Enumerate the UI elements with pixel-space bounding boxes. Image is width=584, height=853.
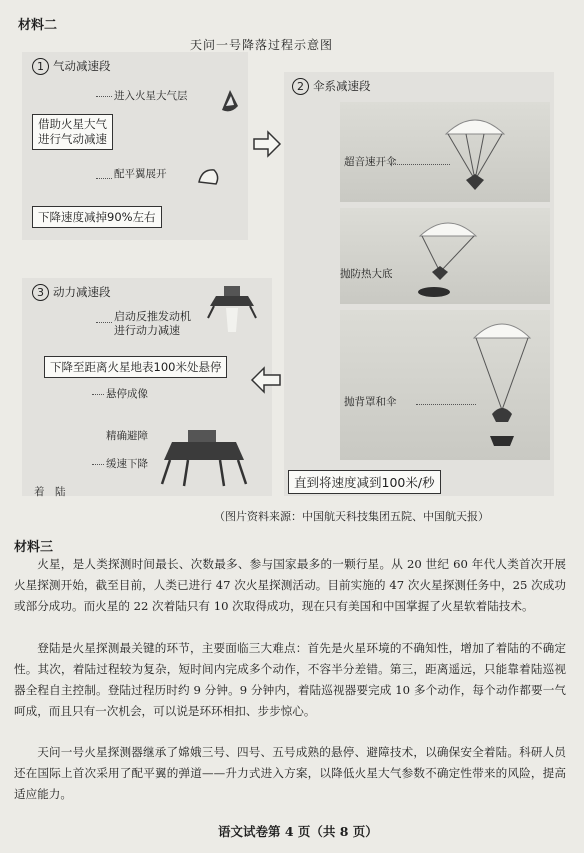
leader-line xyxy=(92,394,104,395)
leader-line xyxy=(96,178,112,179)
leader-line xyxy=(92,464,104,465)
leader-line xyxy=(390,164,450,165)
obstacle-avoid-label: 精确避障 xyxy=(106,430,148,442)
paragraph-3: 天问一号火星探测器继承了嫦娥三号、四号、五号成熟的悬停、避障技术，以确保安全着陆。科研人员还在国际上首次采用了配平翼的弹道——升力式进入方案，以降低火星大气参数不确定性带来的风险，提高适应能力。 xyxy=(14,745,566,801)
heat-shield-drop-photo xyxy=(340,208,550,304)
stage-1-panel xyxy=(22,52,248,240)
section-3-label: 材料三 xyxy=(14,540,54,555)
stage-1-heading xyxy=(32,58,111,75)
stage-3-number: 3 xyxy=(32,284,49,301)
stage-2-name: 伞系减速段 xyxy=(313,79,371,93)
parachute-icon xyxy=(466,314,536,454)
stage-2-heading xyxy=(292,78,371,95)
aero-brake-line-1: 借助火星大气 xyxy=(38,117,107,131)
parachute-open-photo xyxy=(340,102,550,202)
leader-line xyxy=(96,322,112,323)
chute-open-label: 超音速开伞 xyxy=(344,156,397,168)
arrow-right-icon xyxy=(252,130,282,158)
aero-brake-box xyxy=(32,114,113,150)
stage-1-number: 1 xyxy=(32,58,49,75)
engine-line-1: 启动反推发动机 xyxy=(114,310,191,323)
drop-shield-label: 抛防热大底 xyxy=(340,268,393,280)
hover-imaging-label: 悬停成像 xyxy=(106,388,148,400)
capsule-entry-icon xyxy=(218,88,242,114)
lander-firing-icon xyxy=(202,278,262,334)
stage-3-name: 动力减速段 xyxy=(53,285,111,299)
figure-title: 天问一号降落过程示意图 xyxy=(190,38,334,52)
parachute-icon xyxy=(404,214,484,300)
page-footer: 语文试卷第 4 页（共 8 页） xyxy=(218,824,378,839)
engine-line-2: 进行动力减速 xyxy=(114,324,180,337)
stage-1-result-box: 下降速度减掉90%左右 xyxy=(32,206,162,228)
capsule-trim-icon xyxy=(196,166,222,188)
stage-3-hover-box: 下降至距离火星地表100米处悬停 xyxy=(44,356,227,378)
leader-line xyxy=(416,404,476,405)
aero-brake-line-2: 进行气动减速 xyxy=(38,132,107,146)
stage-3-panel xyxy=(22,278,272,496)
arrow-left-icon xyxy=(250,366,282,394)
paragraph-2: 登陆是火星探测最关键的环节，主要面临三大难点：首先是火星环境的不确知性，增加了着陆的不确定性。其次，着陆过程较为复杂，短时间内完成多个动作，不容半分差错。第三，距离遥远，只能靠着陆巡视器全程自主控制。登陆过程历时约 9 分钟。9 分钟内，着陆巡视器要完成 10 多个动作，每个动作都要一气呵成，而且只有一次机会，可以说是环环相扣、步步惊心。 xyxy=(14,641,566,718)
figure-source: （图片资料来源：中国航天科技集团五院、中国航天报） xyxy=(214,510,489,523)
section-2-label: 材料二 xyxy=(18,18,58,33)
engine-label xyxy=(114,310,191,338)
stage-1-name: 气动减速段 xyxy=(53,59,111,73)
drop-back-label: 抛背罩和伞 xyxy=(344,396,397,408)
lander-icon xyxy=(158,424,250,494)
stage-2-result-box: 直到将速度减到100米/秒 xyxy=(288,470,441,494)
stage-3-heading xyxy=(32,284,111,301)
landing-label: 着 陆 xyxy=(34,486,66,498)
backshell-drop-photo xyxy=(340,310,550,460)
stage-2-number: 2 xyxy=(292,78,309,95)
stage-2-panel xyxy=(284,72,554,496)
parachute-icon xyxy=(440,110,510,192)
leader-line xyxy=(96,96,112,97)
trim-wing-label: 配平翼展开 xyxy=(114,168,167,180)
enter-atmosphere-label: 进入火星大气层 xyxy=(114,90,188,102)
slow-descent-label: 缓速下降 xyxy=(106,458,148,470)
paragraph-1: 火星，是人类探测时间最长、次数最多、参与国家最多的一颗行星。从 20 世纪 60 年代人类首次开展火星探测开始，截至目前，人类已进行 47 次火星探测活动。目前实施的 47 次火星探测任务中，25 次成功或部分成功。而火星的 22 次着陆只有 10 次取得成功，现在只有美国和中国掌握了火星软着陆技术。 xyxy=(14,557,566,613)
